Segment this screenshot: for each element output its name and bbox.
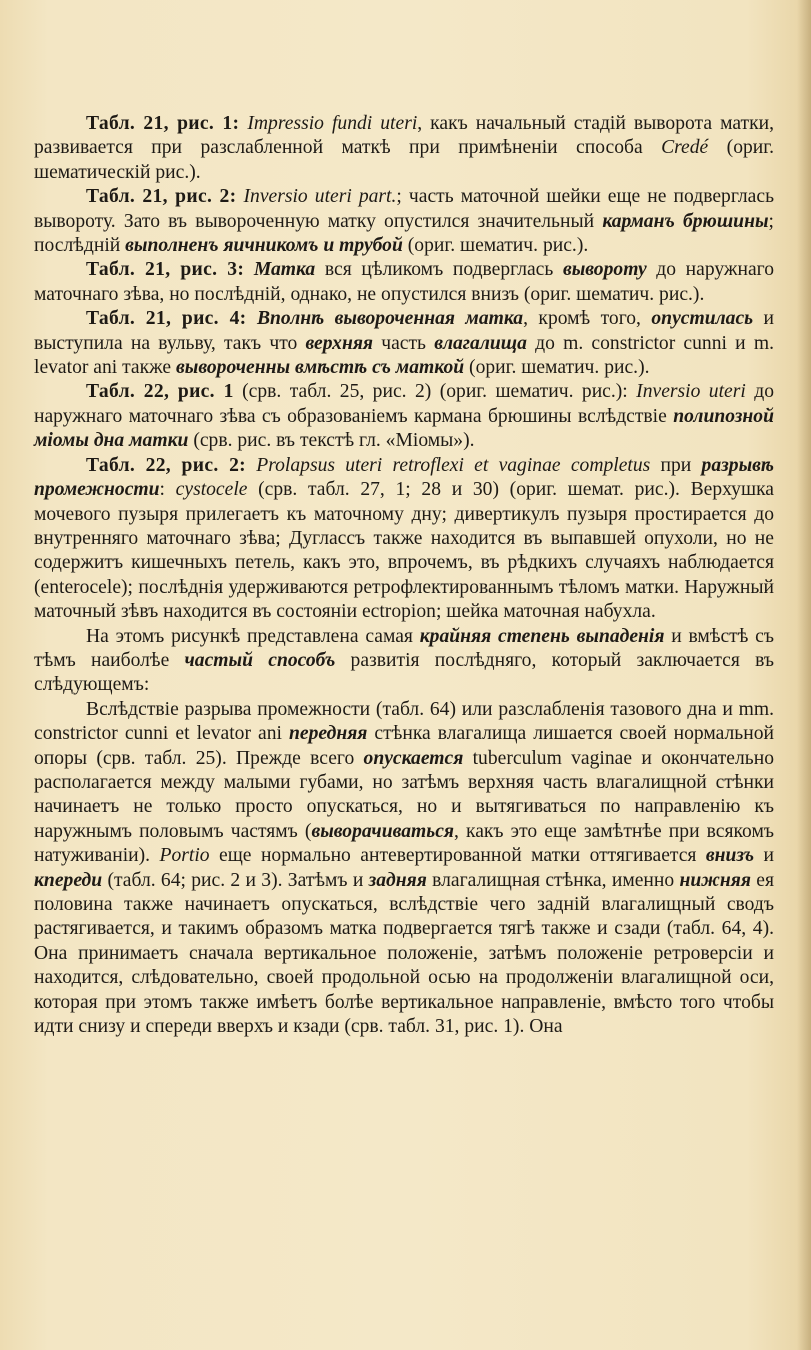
figure-reference-label: Табл. 21, рис. 2: [86,186,237,208]
emphasized-text: кпереди [34,869,103,891]
text-run [236,186,243,207]
text-run: (ориг. шематическій рис.). [34,137,775,183]
text-run: до наружнаго маточнаго зѣва съ образованіемъ кармана брюшины вслѣдствіе [34,381,774,427]
text-run [246,455,256,476]
text-run: На этомъ рисункѣ представлена самая [86,625,420,647]
emphasized-text: Inversio uteri [636,381,746,403]
text-run: при [650,454,702,476]
text-run: , какъ это еще замѣтнѣе при всякомъ натуживаніи). [34,820,774,867]
text-run: ; часть маточной шейки еще не подверглась вывороту. Зато въ вывороченную матку опустился значительный [34,186,775,232]
text-run: и выступила на вульву, такъ что [34,308,775,354]
emphasized-text: выворачиваться [311,820,454,842]
text-run: (срв. табл. 25, рис. 2) (ориг. шематич. рис.): [233,381,637,403]
paragraph [34,380,774,453]
figure-reference-label: Табл. 22, рис. 2: [86,454,246,476]
emphasized-text: крайняя степень выпаденія [419,625,665,647]
emphasized-text: карманъ брюшины [602,210,769,232]
text-run [247,308,257,329]
figure-reference-label: Табл. 21, рис. 1: [86,113,240,134]
paragraph [34,112,774,185]
text-run: влагалищная стѣнка, именно [426,869,680,891]
emphasized-text: передняя [289,723,368,745]
emphasized-text: вывороченны вмѣстѣ съ маткой [176,357,465,379]
text-run: еще нормально антевертированной матки оттягивается [209,845,706,867]
emphasized-text: cystocele [175,479,248,501]
text-run: : [159,479,176,501]
text-run: до m. constrictor cunni и m. levator ani также [34,332,774,379]
figure-reference-label: Табл. 22, рис. 1 [86,381,234,403]
text-run: стѣнка влагалища лишается своей нормальной опоры (срв. табл. 25). Прежде всего [34,723,774,769]
emphasized-text: Portio [159,845,210,867]
text-run: вся цѣликомъ подверглась [315,259,563,281]
emphasized-text: Credé [661,137,709,159]
emphasized-text: влагалища [434,332,527,354]
emphasized-text: полипозной міомы дна матки [34,405,774,452]
emphasized-text: разрывѣ промежности [34,454,774,501]
emphasized-text: вывороту [562,259,647,281]
text-run: развитія послѣдняго, который заключается въ слѣдующемъ: [34,649,775,696]
paragraph [34,698,774,1040]
paragraph [34,307,774,380]
text-run: (ориг. шематич. рис.). [464,357,650,379]
text-run: (срв. рис. въ текстѣ гл. «Міомы»). [188,430,475,452]
text-run: часть [373,332,435,354]
emphasized-text: задняя [368,869,427,891]
emphasized-text: Prolapsus uteri retroflexi et vaginae completus [256,454,651,476]
text-run: (срв. табл. 27, 1; 28 и 30) (ориг. шемат. рис.). Верхушка мочевого пузыря прилегаетъ къ маточному дну; дивертикулъ пузыря простирается до внутренняго маточнаго зѣва; Дугласcъ также находится въ выпавшей опухоли, но не содержитъ кишечныхъ петель, какъ это, впрочемъ, въ рѣдкихъ случаяхъ наблюдается (enterocele); послѣднія удерживаются ретрофлектированнымъ тѣломъ матки. Наружный маточный зѣвъ находится въ состояніи ectropion; шейка маточная набухла. [34,479,774,623]
figure-reference-label: Табл. 21, рис. 3: [86,259,245,281]
text-run: tuberculum vaginae и окончательно располагается между малыми губами, но затѣмъ верхняя часть влагалищной стѣнки начинаетъ не только просто опускаться, но и вытягиваться по направленію къ наружнымъ половымъ частямъ ( [34,747,774,842]
paragraph [34,258,774,307]
paragraph [34,454,774,625]
emphasized-text: выполненъ яичникомъ и трубой [125,235,403,257]
emphasized-text: Impressio fundi uteri [247,113,418,134]
text-run: и [754,845,775,867]
emphasized-text: частый способъ [184,649,336,671]
text-run: до наружнаго маточнаго зѣва, но послѣдній, однако, не опустился внизъ (ориг. шематич. рис.). [34,259,774,305]
emphasized-text: Вполнѣ вывороченная матка [256,308,524,330]
emphasized-text: верхняя [305,332,374,354]
emphasized-text: опустилась [651,308,754,330]
text-run: ея половина также начинаетъ опускаться, вслѣдствіе чего задній влагалищный сводъ растягивается, и такимъ образомъ матка подвергается тягѣ также и сзади (табл. 64, 4). Она принимаетъ сначала вертикальное положеніе, затѣмъ положеніе ретроверсіи и находится, слѣдовательно, своей продольной осью на продолженіи влагалищной оси, которая при этомъ также имѣетъ болѣе вертикальное направленіе, вмѣсто того чтобы идти снизу и спереди вверхъ и кзади (срв. табл. 31, рис. 1). Она [34,869,774,1038]
emphasized-text: внизъ [705,845,755,867]
text-run: ; послѣдній [34,210,774,257]
body-text [34,112,774,1039]
emphasized-text: Матка [253,259,316,281]
text-run [244,259,254,280]
text-run: (ориг. шематич. рис.). [402,235,589,257]
text-run: Вслѣдствіе разрыва промежности (табл. 64) или разслабленія тазового дна и mm. constrictor cunni et levator ani [34,698,774,745]
emphasized-text: нижняя [679,869,751,891]
text-run: , кромѣ того, [523,308,652,330]
paragraph [34,625,774,698]
emphasized-text: опускается [363,747,464,769]
page-edge-shadow [797,0,811,1350]
text-run: и вмѣстѣ съ тѣмъ наиболѣе [34,625,774,671]
text-run: (табл. 64; рис. 2 и 3). Затѣмъ и [102,869,369,891]
figure-reference-label: Табл. 21, рис. 4: [86,308,247,330]
paragraph [34,185,774,258]
emphasized-text: Inversio uteri part. [243,186,397,208]
text-run: , какъ начальный стадій выворота матки, развивается при разслабленной маткѣ при примѣненіи способа [34,113,774,159]
